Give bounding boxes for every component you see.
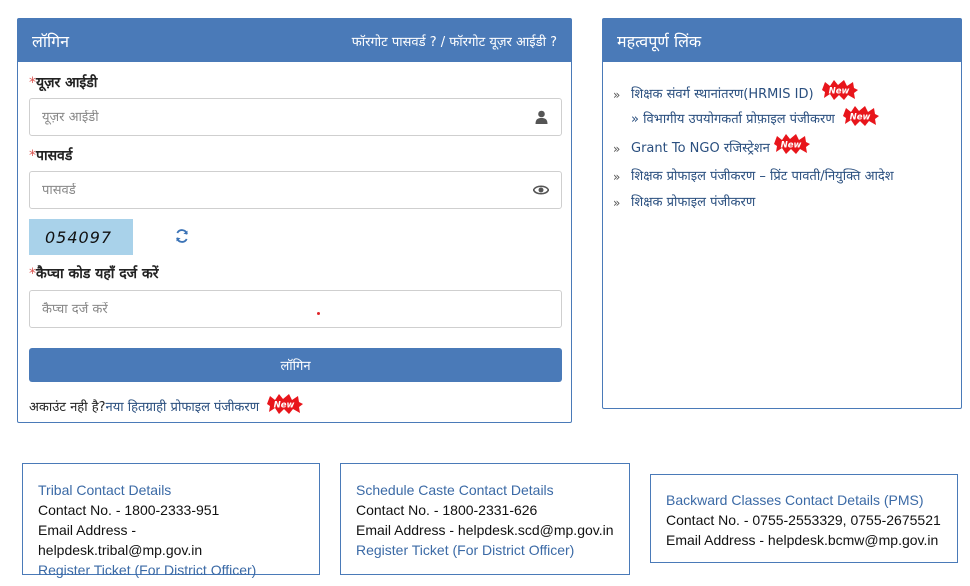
account-row [29,394,303,418]
captcha-field[interactable] [29,290,562,328]
bc-contact-title: Backward Classes Contact Details (PMS) [666,492,924,508]
password-field[interactable] [29,171,562,209]
link-item[interactable] [613,190,961,216]
link-item-label[interactable]: Grant To NGO रजिस्ट्रेशन [631,141,770,156]
bc-contact-box [650,474,958,563]
refresh-icon[interactable] [175,228,191,244]
sc-contact-phone: Contact No. - 1800-2331-626 [356,502,538,518]
sc-contact-email: Email Address - helpdesk.scd@mp.gov.in [356,522,614,538]
new-badge-icon [772,134,810,164]
link-item[interactable] [613,164,961,190]
link-item-label[interactable]: » विभागीय उपयोगकर्ता प्रोफ़ाइल पंजीकरण [631,112,835,127]
important-links-panel [602,18,962,409]
user-id-field[interactable] [29,98,562,136]
login-title: लॉगिन [32,31,70,51]
important-links-header [603,19,961,62]
register-profile-link[interactable]: नया हितग्राही प्रोफाइल पंजीकरण [105,400,260,415]
sc-contact-title: Schedule Caste Contact Details [356,482,554,498]
forgot-credentials-link[interactable]: फॉरगोट पासवर्ड ? / फॉरगोट यूज़र आईडी ? [351,34,557,50]
new-badge-text: New [780,140,802,151]
bullet-icon: » [613,196,621,210]
new-badge-text: New [849,112,871,123]
tribal-contact-title: Tribal Contact Details [38,482,172,498]
link-item-label[interactable]: शिक्षक प्रोफाइल पंजीकरण [631,195,756,210]
link-item-label[interactable]: शिक्षक प्रोफाइल पंजीकरण – प्रिंट पावती/नियुक्ति आदेश [631,169,894,184]
captcha-input[interactable] [42,302,549,317]
login-panel-header [18,19,571,62]
new-badge-text: New [828,86,849,97]
tribal-contact-box [22,463,320,578]
captcha-image: 054097 [29,219,133,255]
sc-register-ticket-link[interactable]: Register Ticket (For District Officer) [356,542,575,558]
tribal-contact-phone: Contact No. - 1800-2333-951 [38,502,220,518]
link-item-label[interactable]: शिक्षक संवर्ग स्थानांतरण(HRMIS ID) [631,87,814,102]
captcha-label: *कैप्चा कोड यहाँ दर्ज करें [29,266,159,282]
new-badge-text: New [273,400,295,411]
eye-icon[interactable] [533,182,549,198]
user-id-input[interactable] [42,110,533,125]
sc-contact-box [340,463,630,575]
link-item[interactable] [613,134,961,164]
new-badge-icon [841,106,879,134]
tribal-contact-email: Email Address - helpdesk.tribal@mp.gov.in [38,522,203,558]
bc-contact-email: Email Address - helpdesk.bcmw@mp.gov.in [666,532,939,548]
tribal-register-ticket-link[interactable]: Register Ticket (For District Officer) [38,562,257,578]
important-links-title: महत्वपूर्ण लिंक [617,31,702,51]
bc-contact-phone: Contact No. - 0755-2553329, 0755-2675521 [666,512,941,528]
login-panel [17,18,572,423]
password-label: *पासवर्ड [29,148,73,164]
new-badge-icon [265,394,303,418]
user-id-label: *यूज़र आईडी [29,75,98,91]
important-links-list [603,62,961,216]
bullet-icon: » [613,170,621,184]
login-button[interactable]: लॉगिन [29,348,562,382]
link-item[interactable] [613,106,961,134]
password-input[interactable] [42,183,533,198]
red-dot [317,312,320,315]
bullet-icon: » [613,142,621,156]
account-text: अकाउंट नही है? [29,400,106,415]
user-icon [533,109,549,125]
bullet-icon: » [613,88,621,102]
